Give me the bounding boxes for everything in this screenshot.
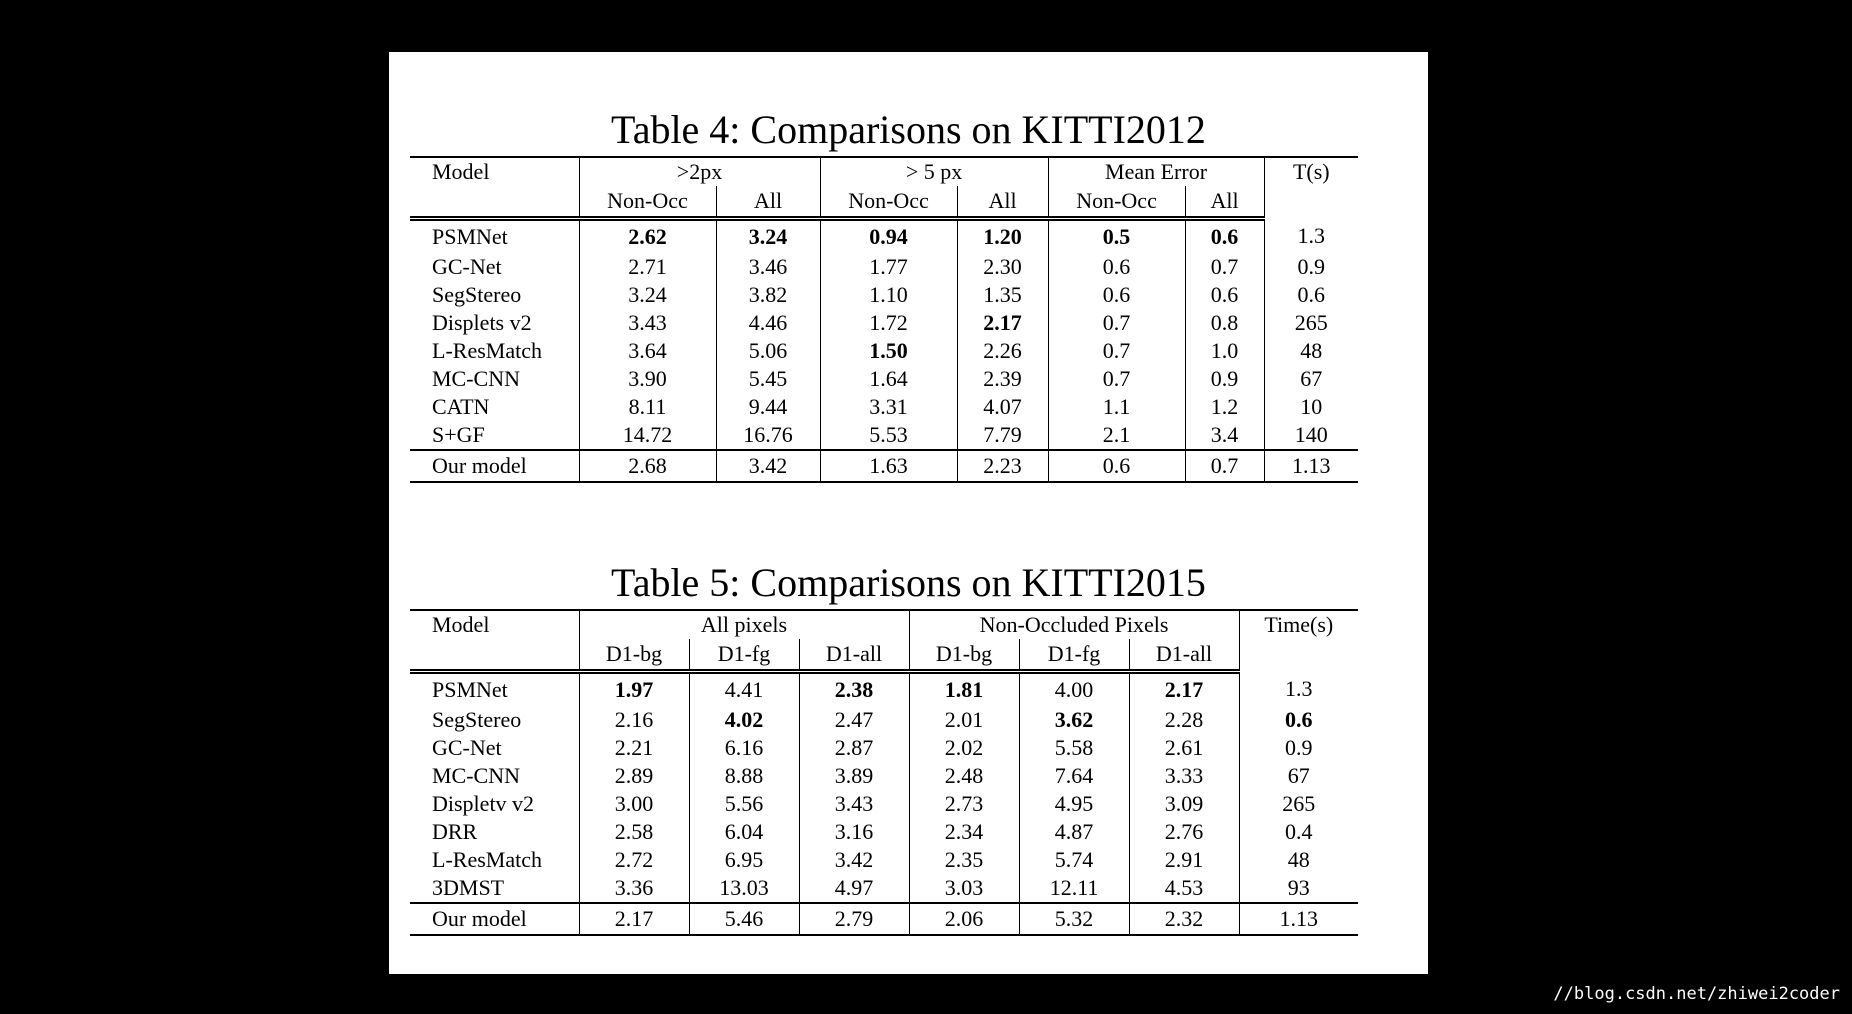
value-cell: 2.87 (799, 734, 909, 762)
value-cell: 0.9 (1185, 365, 1264, 393)
value-cell: 0.7 (1185, 253, 1264, 281)
value-cell: 5.32 (1019, 903, 1129, 935)
table5-title: Table 5: Comparisons on KITTI2015 (611, 560, 1206, 605)
table4-body (410, 219, 1358, 483)
value-cell: 1.72 (820, 309, 957, 337)
value-cell: 4.95 (1019, 790, 1129, 818)
table4-header-row-2 (410, 186, 1358, 219)
value-cell: 140 (1264, 421, 1358, 450)
value-cell: 3.42 (799, 846, 909, 874)
value-cell: 2.02 (909, 734, 1019, 762)
model-name-cell: SegStereo (432, 707, 522, 732)
value-cell: 67 (1239, 762, 1358, 790)
table4 (410, 156, 1358, 483)
table4-subheader: Non-Occ (579, 186, 716, 219)
value-cell: 2.39 (957, 365, 1048, 393)
value-cell: 2.76 (1129, 818, 1239, 846)
model-name-cell: Displets v2 (432, 310, 532, 335)
value-cell: 3.36 (579, 874, 689, 903)
model-name-cell: Our model (410, 903, 579, 935)
value-cell: 48 (1264, 337, 1358, 365)
value-cell: 0.8 (1185, 309, 1264, 337)
value-cell: 2.16 (579, 706, 689, 734)
model-name-cell: GC-Net (432, 735, 502, 760)
value-cell: 0.4 (1239, 818, 1358, 846)
value-cell: 2.32 (1129, 903, 1239, 935)
value-cell: 2.73 (909, 790, 1019, 818)
table5-subheader: D1-fg (689, 639, 799, 672)
value-cell: 12.11 (1019, 874, 1129, 903)
value-cell: 0.6 (1048, 450, 1185, 482)
value-cell: 5.06 (716, 337, 820, 365)
table5 (410, 609, 1358, 936)
model-name-cell: S+GF (432, 422, 485, 447)
value-cell: 2.28 (1129, 706, 1239, 734)
table5-body (410, 672, 1358, 936)
value-cell: 4.41 (689, 672, 799, 707)
value-cell: 3.33 (1129, 762, 1239, 790)
model-name-cell: MC-CNN (432, 366, 521, 391)
table5-subheader: D1-all (1129, 639, 1239, 672)
value-cell: 9.44 (716, 393, 820, 421)
table-row (410, 365, 1358, 393)
value-cell: 2.48 (909, 762, 1019, 790)
table4-subheader: All (1185, 186, 1264, 219)
value-cell: 2.17 (579, 903, 689, 935)
model-name-cell: MC-CNN (432, 763, 521, 788)
table4-subheader: All (716, 186, 820, 219)
value-cell: 2.91 (1129, 846, 1239, 874)
value-cell: 48 (1239, 846, 1358, 874)
paper-page (389, 52, 1428, 974)
table5-subheader: D1-all (799, 639, 909, 672)
model-name-cell: PSMNet (432, 224, 508, 249)
model-name-cell: PSMNet (432, 677, 508, 702)
table4-subheader: All (957, 186, 1048, 219)
model-name-cell: CATN (432, 394, 490, 419)
value-cell: 2.23 (957, 450, 1048, 482)
value-cell: 0.7 (1048, 365, 1185, 393)
table-row (410, 253, 1358, 281)
value-cell: 265 (1239, 790, 1358, 818)
model-name-cell: SegStereo (432, 282, 522, 307)
value-cell: 10 (1264, 393, 1358, 421)
value-cell: 2.72 (579, 846, 689, 874)
model-name-cell: Displetv v2 (432, 791, 535, 816)
value-cell: 1.0 (1185, 337, 1264, 365)
value-cell: 2.35 (909, 846, 1019, 874)
value-cell: 265 (1264, 309, 1358, 337)
table4-group-header: >2px (579, 157, 820, 186)
table5-time-header: Time(s) (1239, 610, 1358, 672)
value-cell: 3.09 (1129, 790, 1239, 818)
value-cell: 1.3 (1239, 672, 1358, 707)
value-cell: 4.87 (1019, 818, 1129, 846)
table-row (410, 337, 1358, 365)
value-cell: 13.03 (689, 874, 799, 903)
table5-group-header: All pixels (579, 610, 909, 639)
watermark-text: //blog.csdn.net/zhiwei2coder (1553, 984, 1840, 1004)
value-cell: 7.79 (957, 421, 1048, 450)
value-cell: 0.7 (1048, 309, 1185, 337)
value-cell: 5.58 (1019, 734, 1129, 762)
value-cell: 2.79 (799, 903, 909, 935)
value-cell: 5.56 (689, 790, 799, 818)
value-cell: 0.7 (1185, 450, 1264, 482)
model-name-cell: DRR (432, 819, 478, 844)
value-cell: 2.26 (957, 337, 1048, 365)
value-cell: 1.50 (820, 337, 957, 365)
model-name-cell: L-ResMatch (432, 847, 542, 872)
value-cell: 0.6 (1048, 281, 1185, 309)
model-name-cell: GC-Net (432, 254, 502, 279)
value-cell: 1.77 (820, 253, 957, 281)
value-cell: 5.46 (689, 903, 799, 935)
table4-header-row-1 (410, 157, 1358, 186)
value-cell: 4.97 (799, 874, 909, 903)
value-cell: 3.43 (579, 309, 716, 337)
model-name-cell: L-ResMatch (432, 338, 542, 363)
table-row (410, 846, 1358, 874)
table-row (410, 393, 1358, 421)
value-cell: 2.30 (957, 253, 1048, 281)
table4-subheader: Non-Occ (1048, 186, 1185, 219)
value-cell: 8.88 (689, 762, 799, 790)
table-row (410, 421, 1358, 450)
value-cell: 4.07 (957, 393, 1048, 421)
table-row (410, 903, 1358, 935)
model-name-cell: Our model (410, 450, 579, 482)
value-cell: 3.43 (799, 790, 909, 818)
table4-empty-cell (410, 186, 579, 219)
value-cell: 2.38 (799, 672, 909, 707)
table-row (410, 672, 1358, 707)
value-cell: 8.11 (579, 393, 716, 421)
value-cell: 3.89 (799, 762, 909, 790)
value-cell: 3.64 (579, 337, 716, 365)
value-cell: 3.46 (716, 253, 820, 281)
value-cell: 2.1 (1048, 421, 1185, 450)
table5-header-row-2 (410, 639, 1358, 672)
value-cell: 2.61 (1129, 734, 1239, 762)
value-cell: 1.81 (909, 672, 1019, 707)
value-cell: 4.02 (689, 706, 799, 734)
value-cell: 1.3 (1264, 219, 1358, 254)
value-cell: 1.13 (1239, 903, 1358, 935)
value-cell: 3.16 (799, 818, 909, 846)
model-name-cell: 3DMST (432, 875, 505, 900)
table5-header-row-1 (410, 610, 1358, 639)
value-cell: 4.53 (1129, 874, 1239, 903)
value-cell: 3.24 (579, 281, 716, 309)
table5-subheader: D1-bg (909, 639, 1019, 672)
value-cell: 5.53 (820, 421, 957, 450)
value-cell: 0.6 (1185, 219, 1264, 254)
value-cell: 2.01 (909, 706, 1019, 734)
table4-time-header: T(s) (1264, 157, 1358, 219)
table-row (410, 281, 1358, 309)
value-cell: 1.63 (820, 450, 957, 482)
value-cell: 0.9 (1264, 253, 1358, 281)
value-cell: 5.45 (716, 365, 820, 393)
value-cell: 1.1 (1048, 393, 1185, 421)
value-cell: 1.2 (1185, 393, 1264, 421)
value-cell: 3.4 (1185, 421, 1264, 450)
value-cell: 3.03 (909, 874, 1019, 903)
value-cell: 1.13 (1264, 450, 1358, 482)
table-row (410, 762, 1358, 790)
value-cell: 2.21 (579, 734, 689, 762)
value-cell: 67 (1264, 365, 1358, 393)
table4-group-header: Mean Error (1048, 157, 1264, 186)
value-cell: 3.31 (820, 393, 957, 421)
value-cell: 0.6 (1264, 281, 1358, 309)
value-cell: 93 (1239, 874, 1358, 903)
value-cell: 3.90 (579, 365, 716, 393)
value-cell: 2.47 (799, 706, 909, 734)
value-cell: 7.64 (1019, 762, 1129, 790)
table-row (410, 219, 1358, 254)
table-row (410, 874, 1358, 903)
value-cell: 14.72 (579, 421, 716, 450)
value-cell: 0.6 (1239, 706, 1358, 734)
value-cell: 2.17 (957, 309, 1048, 337)
value-cell: 2.58 (579, 818, 689, 846)
value-cell: 3.42 (716, 450, 820, 482)
value-cell: 16.76 (716, 421, 820, 450)
table4-group-header: > 5 px (820, 157, 1048, 186)
table-row (410, 790, 1358, 818)
table5-model-header: Model (410, 610, 579, 639)
table-row (410, 818, 1358, 846)
value-cell: 2.17 (1129, 672, 1239, 707)
value-cell: 2.71 (579, 253, 716, 281)
value-cell: 3.82 (716, 281, 820, 309)
table5-subheader: D1-fg (1019, 639, 1129, 672)
value-cell: 1.64 (820, 365, 957, 393)
value-cell: 5.74 (1019, 846, 1129, 874)
value-cell: 6.04 (689, 818, 799, 846)
value-cell: 3.24 (716, 219, 820, 254)
value-cell: 0.7 (1048, 337, 1185, 365)
table5-group-header: Non-Occluded Pixels (909, 610, 1239, 639)
table4-model-header: Model (410, 157, 579, 186)
value-cell: 1.97 (579, 672, 689, 707)
value-cell: 1.35 (957, 281, 1048, 309)
value-cell: 3.62 (1019, 706, 1129, 734)
value-cell: 3.00 (579, 790, 689, 818)
value-cell: 2.89 (579, 762, 689, 790)
table4-title: Table 4: Comparisons on KITTI2012 (611, 107, 1206, 152)
table4-subheader: Non-Occ (820, 186, 957, 219)
value-cell: 2.68 (579, 450, 716, 482)
value-cell: 2.62 (579, 219, 716, 254)
value-cell: 6.16 (689, 734, 799, 762)
value-cell: 0.6 (1185, 281, 1264, 309)
value-cell: 4.00 (1019, 672, 1129, 707)
table5-empty-cell (410, 639, 579, 672)
value-cell: 6.95 (689, 846, 799, 874)
table-row (410, 309, 1358, 337)
value-cell: 2.06 (909, 903, 1019, 935)
table5-subheader: D1-bg (579, 639, 689, 672)
value-cell: 0.9 (1239, 734, 1358, 762)
table-row (410, 450, 1358, 482)
table-row (410, 706, 1358, 734)
value-cell: 0.5 (1048, 219, 1185, 254)
table-row (410, 734, 1358, 762)
value-cell: 2.34 (909, 818, 1019, 846)
value-cell: 1.10 (820, 281, 957, 309)
value-cell: 0.6 (1048, 253, 1185, 281)
value-cell: 1.20 (957, 219, 1048, 254)
value-cell: 4.46 (716, 309, 820, 337)
value-cell: 0.94 (820, 219, 957, 254)
